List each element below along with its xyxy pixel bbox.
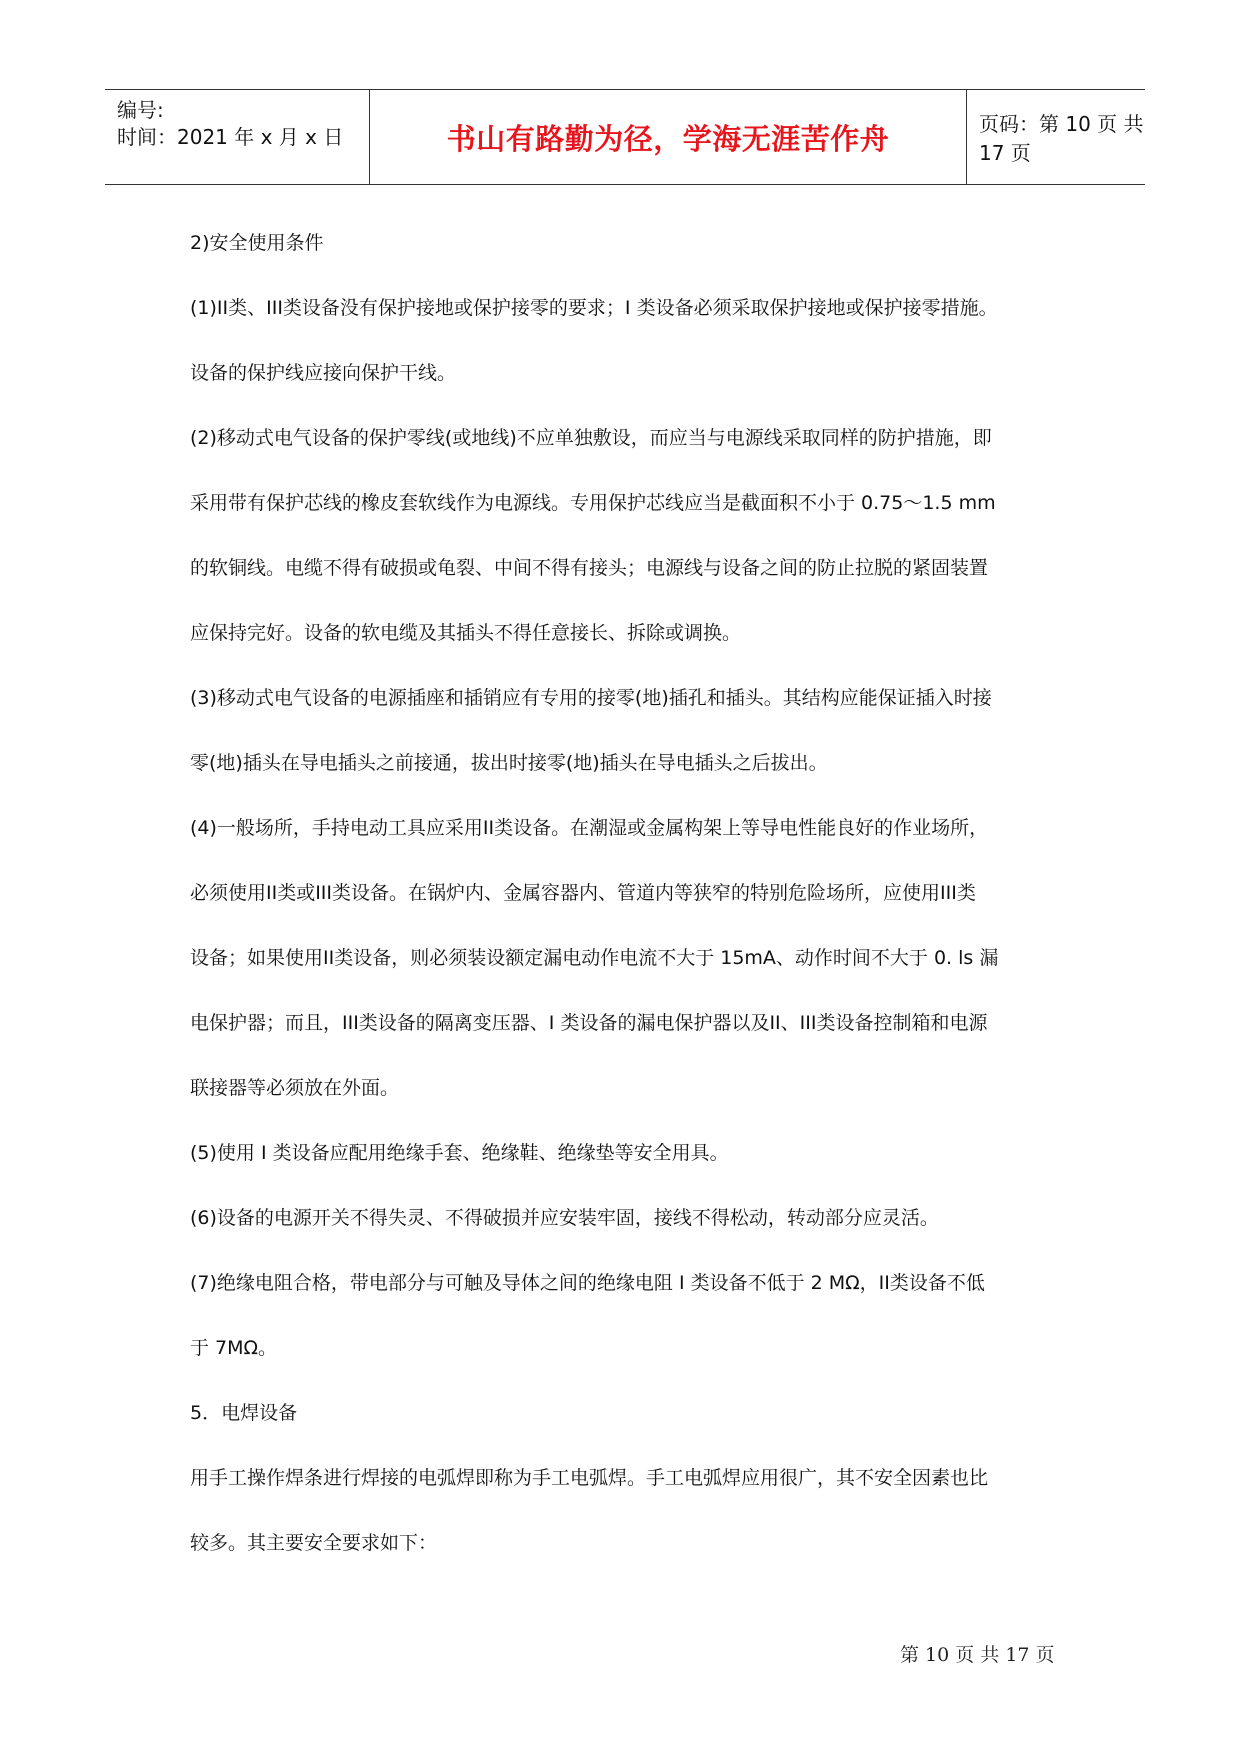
- text-line: 2)安全使用条件: [190, 232, 324, 254]
- text-line: 必须使用II类或III类设备。在锅炉内、金属容器内、管道内等狭窄的特别危险场所，应使用III类: [190, 882, 976, 904]
- text-line: (3)移动式电气设备的电源插座和插销应有专用的接零(地)插孔和插头。其结构应能保证插入时接: [190, 687, 992, 709]
- text-line: (4)一般场所，手持电动工具应采用II类设备。在潮湿或金属构架上等导电性能良好的作业场所，: [190, 817, 989, 839]
- text-line: 零(地)插头在导电插头之前接通，拔出时接零(地)插头在导电插头之后拔出。: [190, 752, 828, 774]
- header-motto-cell: [370, 90, 967, 184]
- section-heading: 5．电焊设备: [190, 1402, 298, 1424]
- document-number-label: 编号:: [117, 98, 164, 122]
- text-line: 联接器等必须放在外面。: [190, 1077, 400, 1099]
- document-time: 时间：2021 年 x 月 x 日: [117, 125, 344, 149]
- text-line: 用手工操作焊条进行焊接的电弧焊即称为手工电弧焊。手工电弧焊应用很广，其不安全因素也比: [190, 1467, 989, 1489]
- text-line: 设备的保护线应接向保护干线。: [190, 362, 457, 384]
- text-line: 应保持完好。设备的软电缆及其插头不得任意接长、拆除或调换。: [190, 622, 742, 644]
- text-line: 电保护器；而且，III类设备的隔离变压器、I 类设备的漏电保护器以及II、III类设备控制箱和电源: [190, 1012, 988, 1034]
- page-footer: 第 10 页 共 17 页: [900, 1644, 1055, 1666]
- text-line: 设备；如果使用II类设备，则必须装设额定漏电动作电流不大于 15mA、动作时间不大于 0. ls 漏: [190, 947, 999, 969]
- header-page-cell: [967, 90, 1145, 184]
- text-line: (5)使用 I 类设备应配用绝缘手套、绝缘鞋、绝缘垫等安全用具。: [190, 1142, 729, 1164]
- header-info-cell: [105, 90, 370, 184]
- text-line: (2)移动式电气设备的保护零线(或地线)不应单独敷设，而应当与电源线采取同样的防护措施，即: [190, 427, 992, 449]
- text-line: (6)设备的电源开关不得失灵、不得破损并应安装牢固，接线不得松动，转动部分应灵活。: [190, 1207, 939, 1229]
- text-line: 采用带有保护芯线的橡皮套软线作为电源线。专用保护芯线应当是截面积不小于 0.75～1.5 mm: [190, 492, 996, 514]
- text-line: (1)II类、III类设备没有保护接地或保护接零的要求；I 类设备必须采取保护接地或保护接零措施。: [190, 297, 998, 319]
- text-line: 于 7MΩ。: [190, 1337, 278, 1359]
- header-motto: 书山有路勤为径，学海无涯苦作舟: [446, 121, 890, 156]
- text-line: 较多。其主要安全要求如下：: [190, 1532, 438, 1554]
- text-line: 的软铜线。电缆不得有破损或龟裂、中间不得有接头；电源线与设备之间的防止拉脱的紧固装置: [190, 557, 989, 579]
- text-line: (7)绝缘电阻合格，带电部分与可触及导体之间的绝缘电阻 I 类设备不低于 2 MΩ，II类设备不低: [190, 1272, 985, 1294]
- document-body: [190, 227, 1070, 1592]
- header-page-code: 页码：第 10 页 共 17 页: [979, 112, 1144, 165]
- page-header: [105, 89, 1145, 185]
